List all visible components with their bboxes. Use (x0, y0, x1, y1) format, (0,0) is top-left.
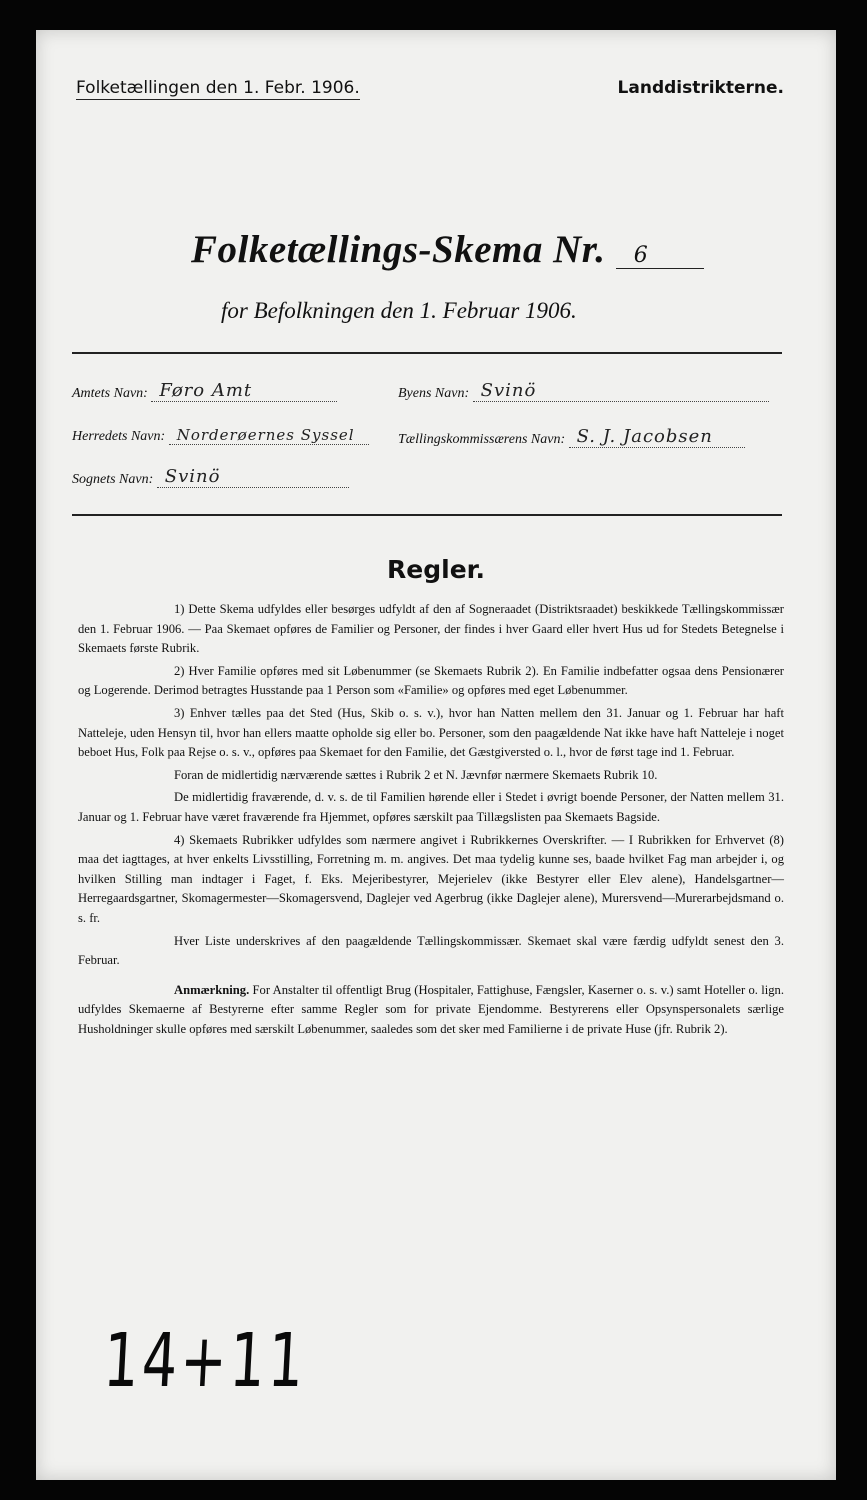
rules-body (78, 600, 784, 1042)
by-value: Svinö (473, 380, 769, 402)
rule-paragraph: De midlertidig fraværende, d. v. s. de til Familien hørende eller i Stedet i øvrigt boende Personer, der Natten mellem 31. Januar og 1. Februar have været fraværende fra Hjemmet, opføres særskilt paa Tillægslisten paa Skemaets Bagside. (78, 790, 784, 824)
rule-paragraph: Hver Liste underskrives af den paagældende Tællingskommissær. Skemaet skal være færdig udfyldt senest den 3. Februar. (78, 933, 784, 968)
note-label: Anmærkning. (174, 982, 250, 997)
amt-label: Amtets Navn: (72, 386, 148, 401)
rule-paragraph: 2) Hver Familie opføres med sit Løbenummer (se Skemaets Rubrik 2). En Familie indbefatter ogsaa dens Pensionærer og Logerende. Derimod betragtes Husstande paa 1 Person som «Familie» og opføres med eget Løbenummer. (78, 663, 784, 698)
census-form-page (36, 30, 836, 1480)
note-paragraph (78, 981, 784, 1040)
rule-paragraph: Foran de midlertidig nærværende sættes i Rubrik 2 et N. Jævnfør nærmere Skemaets Rubrik 10. (174, 767, 658, 782)
form-number: 6 (616, 243, 704, 269)
form-title-text: Folketællings-Skema Nr. (191, 228, 606, 271)
rules-heading: Regler. (387, 555, 485, 584)
sogn-label: Sognets Navn: (72, 472, 154, 487)
census-header-title: Folketællingen den 1. Febr. 1906. (76, 78, 360, 98)
herred-field (72, 426, 369, 445)
district-type-label: Landdistrikterne. (617, 78, 784, 98)
form-title (191, 227, 704, 272)
kommissaer-value: S. J. Jacobsen (569, 426, 745, 448)
top-divider (72, 352, 782, 354)
amt-field (72, 380, 337, 402)
rule-paragraph: 1) Dette Skema udfyldes eller besørges udfyldt af den af Sogneraadet (Distriktsraadet) beskikkede Tællingskommissær den 1. Februar 1906. — Paa Skemaet opføres de Familier og Personer, der findes i hver Gaard eller hvert Hus ud for Stedets Betegnelse i Skemaets første Rubrik. (78, 602, 784, 656)
handwritten-count: 14+11 (101, 1318, 309, 1404)
by-label: Byens Navn: (398, 386, 470, 401)
rule-paragraph: 3) Enhver tælles paa det Sted (Hus, Skib o. s. v.), hvor han Natten mellem den 31. Januar og 1. Februar har haft Natteleje, uden Hensyn til, hvor han ellers maatte opholde sig eller bo. Personer, som den paagældende Nat ikke have haft Natteleje i noget beboet Hus, Folk paa Rejse o. s. v., opføres paa Skemaet for den Familie, det Gæstgiversted o. l., hvor de først tage ind 1. Februar. (78, 705, 784, 760)
herred-label: Herredets Navn: (72, 429, 166, 444)
by-field (398, 380, 769, 402)
note-text: For Anstalter til offentligt Brug (Hospitaler, Fattighuse, Fængsler, Kaserner o. s. v.) samt Hoteller o. lign. udfyldes Skemaerne af Bestyrerne efter samme Regler som for private Ejendomme. Bestyrerens eller Opsynspersonalets særlige Husholdninger skulle opføres med særskilt Løbenummer, saaledes som det sker med Familierne i de private Huse (jfr. Rubrik 2). (78, 982, 784, 1036)
herred-value: Norderøernes Syssel (169, 426, 369, 445)
sogn-field (72, 466, 349, 488)
kommissaer-label: Tællingskommissærens Navn: (398, 432, 566, 447)
bottom-divider (72, 514, 782, 516)
rule-paragraph: 4) Skemaets Rubrikker udfyldes som nærmere angivet i Rubrikkernes Overskrifter. — I Rubrikken for Erhvervet (8) maa det iagttages, at hver enkelts Livsstilling, Forretning m. m. angives. Det maa tydelig kunne ses, baade hvilket Fag man arbejder i, og hvilken Stilling man indtager i Faget, f. Eks. Mejeribestyrer, Mejerielev (ikke Bestyrer eller Elev alene), Handelsgartner—Herregaardsgartner, Skomagermester—Skomagersvend, Daglejer ved Agerbrug (ikke Daglejer alene), Murersvend—Murerarbejdsmand o. s. fr. (78, 832, 784, 925)
amt-value: Føro Amt (151, 380, 337, 402)
kommissaer-field (398, 426, 745, 448)
form-subtitle: for Befolkningen den 1. Februar 1906. (221, 298, 577, 323)
sogn-value: Svinö (157, 466, 349, 488)
